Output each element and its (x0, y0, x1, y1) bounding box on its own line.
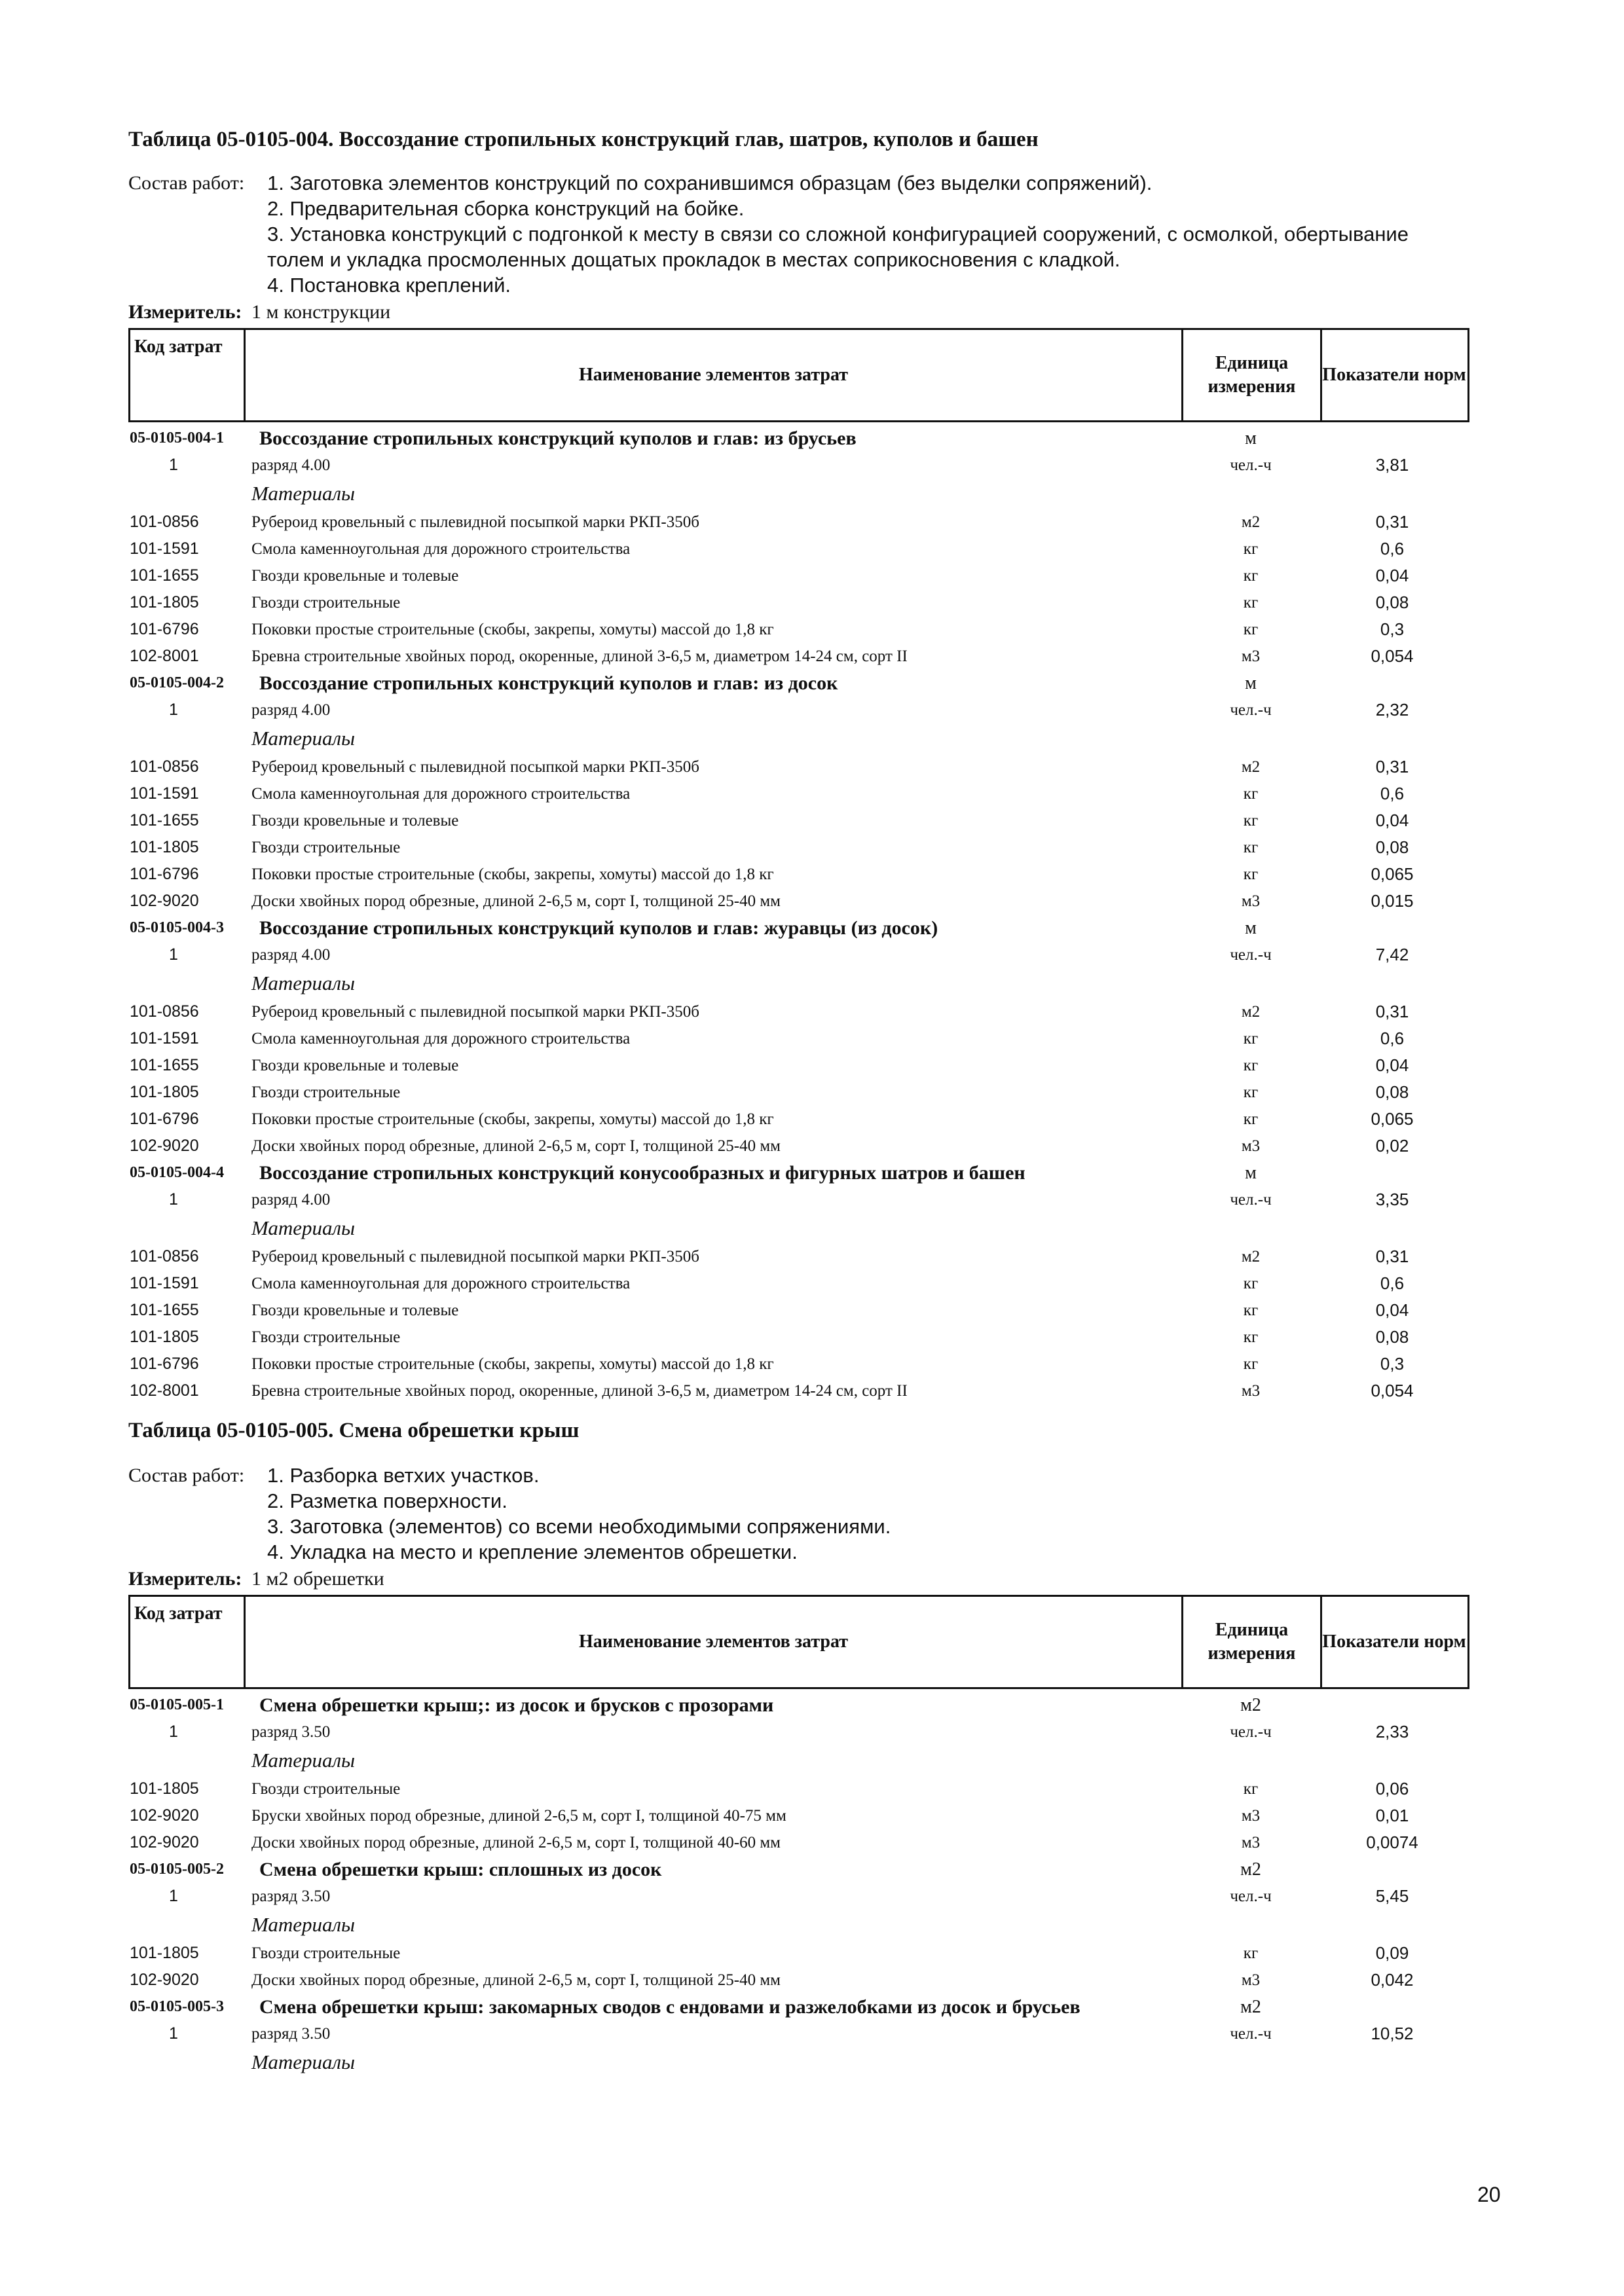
cell-unit: кг (1243, 1056, 1259, 1074)
cell-code: 101-1805 (130, 1779, 199, 1798)
cell-norm: 0,6 (1380, 539, 1405, 558)
table-row (128, 589, 1504, 616)
cell-name: Гвозди строительные (251, 593, 401, 611)
cell-code: 102-8001 (130, 647, 199, 665)
table-row (128, 754, 1504, 780)
cell-code: 101-1591 (130, 539, 199, 558)
cell-unit: кг (1243, 1944, 1259, 1962)
measure-value: 1 м конструкции (251, 301, 391, 323)
table-row (128, 1802, 1504, 1829)
table-row (128, 998, 1504, 1025)
table-title: Таблица 05-0105-004. Воссоздание стропильных конструкций глав, шатров, куполов и башен (128, 128, 1039, 151)
cell-norm: 0,6 (1380, 1029, 1405, 1048)
cell-name: Доски хвойных пород обрезные, длиной 2-6,5 м, сорт I, толщиной 25-40 мм (251, 1137, 781, 1155)
cell-code: 101-0856 (130, 513, 199, 531)
cell-code: 102-9020 (130, 1971, 199, 1989)
cell-norm: 0,02 (1375, 1136, 1409, 1156)
materials-heading-row (128, 1745, 1504, 1776)
cell-unit: кг (1243, 1301, 1259, 1319)
cell-name: Рубероид кровельный с пылевидной посыпкой марки РКП-350б (251, 513, 699, 531)
header-name: Наименование элементов затрат (246, 330, 1183, 420)
cell-code: 101-6796 (130, 1355, 199, 1373)
cell-code: 1 (169, 456, 178, 474)
table-row (128, 1351, 1504, 1377)
cell-name: разряд 4.00 (251, 701, 331, 719)
table-row (128, 834, 1504, 861)
cell-code: 101-1805 (130, 1328, 199, 1346)
cell-code: 101-1805 (130, 1083, 199, 1101)
table-header (128, 1595, 1469, 1689)
cell-norm: 10,52 (1371, 2024, 1414, 2043)
cell-unit: м (1245, 1162, 1257, 1183)
cell-norm: 3,81 (1375, 455, 1409, 475)
cell-unit: кг (1243, 566, 1259, 585)
cell-unit: м3 (1241, 1971, 1261, 1989)
cell-unit: м3 (1241, 1806, 1261, 1825)
cell-code: 101-6796 (130, 865, 199, 883)
cell-unit: кг (1243, 1779, 1259, 1798)
cell-name: Рубероид кровельный с пылевидной посыпкой марки РКП-350б (251, 1002, 699, 1021)
cell-name: разряд 3.50 (251, 2024, 331, 2043)
work-composition (128, 170, 1504, 298)
header-code: Код затрат (130, 1597, 246, 1687)
table-row (128, 1025, 1504, 1052)
cell-code: 101-1805 (130, 593, 199, 611)
cell-norm: 0,08 (1375, 1327, 1409, 1347)
cell-name: Доски хвойных пород обрезные, длиной 2-6,5 м, сорт I, толщиной 25-40 мм (251, 1971, 781, 1989)
cell-name: Смена обрешетки крыш;: из досок и брусков с прозорами (259, 1694, 774, 1716)
materials-heading-row (128, 2047, 1504, 2077)
cell-norm: 0,09 (1375, 1943, 1409, 1963)
cell-code: 05-0105-005-1 (130, 1696, 224, 1713)
labor-row (128, 2020, 1504, 2047)
cell-code: 101-1591 (130, 1029, 199, 1048)
cell-unit: кг (1243, 1110, 1259, 1128)
table-row (128, 1106, 1504, 1133)
table-row (128, 1967, 1504, 1994)
measure (128, 1567, 1504, 1591)
cell-code: 102-9020 (130, 892, 199, 910)
cell-norm: 0,015 (1371, 891, 1414, 911)
cell-norm: 0,065 (1371, 864, 1414, 884)
cell-name: Гвозди строительные (251, 1328, 401, 1346)
work-label: Состав работ: (128, 1465, 245, 1486)
cell-code: 1 (169, 1887, 178, 1905)
cell-unit: чел.-ч (1230, 701, 1272, 719)
table-row (128, 861, 1504, 888)
cell-unit: кг (1243, 1274, 1259, 1292)
table-row (128, 1270, 1504, 1297)
cell-unit: чел.-ч (1230, 1190, 1272, 1209)
work-item: 2. Предварительная сборка конструкций на бойке. (267, 197, 745, 220)
cell-unit: чел.-ч (1230, 2024, 1272, 2043)
cell-unit: м2 (1241, 1002, 1261, 1021)
cell-name: Гвозди кровельные и толевые (251, 811, 459, 829)
cell-norm: 0,3 (1380, 1354, 1405, 1374)
header-norm: Показатели норм (1322, 1631, 1466, 1652)
cell-norm: 5,45 (1375, 1886, 1409, 1906)
cell-unit: м3 (1241, 1137, 1261, 1155)
table-row (128, 888, 1504, 915)
cell-code: 101-1655 (130, 811, 199, 829)
table-row (128, 1776, 1504, 1802)
cell-unit: кг (1243, 1328, 1259, 1346)
cell-norm: 2,32 (1375, 700, 1409, 720)
cell-code: 101-1591 (130, 1274, 199, 1292)
cell-code: 102-9020 (130, 1833, 199, 1851)
table-section (128, 1419, 1504, 2077)
measure (128, 301, 1504, 324)
cell-code: 05-0105-004-2 (130, 674, 224, 691)
cell-code: 101-0856 (130, 1247, 199, 1266)
cell-code: 101-0856 (130, 1002, 199, 1021)
cell-name: Материалы (251, 972, 356, 994)
materials-heading-row (128, 723, 1504, 754)
cell-name: Гвозди кровельные и толевые (251, 1301, 459, 1319)
work-list (267, 1463, 1504, 1565)
work-item: 4. Постановка креплений. (267, 274, 511, 297)
table-row (128, 1940, 1504, 1967)
measure-label: Измеритель: (128, 301, 242, 323)
cell-code: 102-9020 (130, 1137, 199, 1155)
work-item: толем и укладка просмоленных дощатых прокладок в местах соприкосновения с кладкой. (267, 248, 1120, 271)
cell-unit: кг (1243, 1083, 1259, 1101)
work-composition (128, 1463, 1504, 1565)
labor-row (128, 1186, 1504, 1213)
cell-norm: 0,04 (1375, 1055, 1409, 1075)
cell-code: 05-0105-005-2 (130, 1861, 224, 1878)
cell-code: 102-9020 (130, 1806, 199, 1825)
materials-heading-row (128, 1910, 1504, 1940)
cell-unit: м (1245, 917, 1257, 938)
cell-norm: 0,04 (1375, 566, 1409, 585)
cell-norm: 0,01 (1375, 1806, 1409, 1825)
group-row (128, 425, 1504, 452)
table-body (128, 1692, 1504, 2077)
cell-norm: 0,08 (1375, 592, 1409, 612)
cell-norm: 0,04 (1375, 1300, 1409, 1320)
cell-name: Гвозди кровельные и толевые (251, 566, 459, 585)
labor-row (128, 1883, 1504, 1910)
cell-unit: кг (1243, 1355, 1259, 1373)
cell-norm: 0,042 (1371, 1970, 1414, 1990)
labor-row (128, 697, 1504, 723)
labor-row (128, 941, 1504, 968)
cell-code: 101-1591 (130, 784, 199, 803)
cell-code: 05-0105-004-3 (130, 919, 224, 936)
cell-unit: чел.-ч (1230, 456, 1272, 474)
cell-name: Рубероид кровельный с пылевидной посыпкой марки РКП-350б (251, 1247, 699, 1266)
cell-name: Доски хвойных пород обрезные, длиной 2-6,5 м, сорт I, толщиной 25-40 мм (251, 892, 781, 910)
cell-code: 101-1655 (130, 566, 199, 585)
cell-norm: 0,06 (1375, 1779, 1409, 1798)
cell-unit: кг (1243, 784, 1259, 803)
table-row (128, 562, 1504, 589)
cell-unit: кг (1243, 593, 1259, 611)
table-row (128, 807, 1504, 834)
cell-unit: м (1245, 428, 1257, 448)
cell-unit: кг (1243, 1029, 1259, 1048)
cell-norm: 0,3 (1380, 619, 1405, 639)
cell-norm: 7,42 (1375, 945, 1409, 964)
materials-heading-row (128, 1213, 1504, 1243)
cell-name: Смена обрешетки крыш: сплошных из досок (259, 1858, 662, 1880)
header-norm: Показатели норм (1322, 365, 1466, 385)
work-item: 2. Разметка поверхности. (267, 1489, 507, 1512)
cell-norm: 0,6 (1380, 784, 1405, 803)
table-row (128, 780, 1504, 807)
measure-label: Измеритель: (128, 1568, 242, 1590)
cell-code: 1 (169, 945, 178, 964)
table-section (128, 128, 1504, 1404)
cell-unit: м3 (1241, 647, 1261, 665)
cell-code: 1 (169, 1722, 178, 1741)
table-row (128, 536, 1504, 562)
table-row (128, 1324, 1504, 1351)
cell-name: Смола каменноугольная для дорожного строительства (251, 1029, 631, 1048)
cell-unit: м3 (1241, 1833, 1261, 1851)
work-item: 3. Установка конструкций с подгонкой к месту в связи со сложной конфигурацией сооружений, с осмолкой, обертывание (267, 223, 1409, 246)
cell-unit: м2 (1240, 1694, 1261, 1715)
labor-row (128, 1719, 1504, 1745)
cell-name: разряд 4.00 (251, 945, 331, 964)
cell-name: Поковки простые строительные (скобы, закрепы, хомуты) массой до 1,8 кг (251, 620, 774, 638)
cell-norm: 0,054 (1371, 646, 1414, 666)
cell-name: Поковки простые строительные (скобы, закрепы, хомуты) массой до 1,8 кг (251, 1355, 774, 1373)
cell-unit: кг (1243, 838, 1259, 856)
cell-unit: м3 (1241, 1381, 1261, 1400)
header-code: Код затрат (130, 330, 246, 420)
cell-code: 05-0105-004-1 (130, 429, 224, 446)
table-row (128, 1243, 1504, 1270)
cell-unit: м2 (1240, 1859, 1261, 1880)
cell-name: Смена обрешетки крыш: закомарных сводов с ендовами и разжелобками из досок и брусьев (259, 1995, 1080, 2018)
cell-name: разряд 3.50 (251, 1722, 331, 1741)
cell-norm: 0,054 (1371, 1381, 1414, 1400)
cell-name: Гвозди строительные (251, 1944, 401, 1962)
group-row (128, 670, 1504, 697)
cell-norm: 0,31 (1375, 757, 1409, 776)
cell-name: Гвозди строительные (251, 1083, 401, 1101)
table-row (128, 1133, 1504, 1159)
cell-norm: 0,065 (1371, 1109, 1414, 1129)
work-item: 4. Укладка на место и крепление элементов обрешетки. (267, 1540, 798, 1563)
cell-name: Гвозди кровельные и толевые (251, 1056, 459, 1074)
group-row (128, 915, 1504, 941)
labor-row (128, 452, 1504, 479)
cell-name: Бревна строительные хвойных пород, окоренные, длиной 3-6,5 м, диаметром 14-24 см, сорт II (251, 1381, 908, 1400)
cell-norm: 3,35 (1375, 1190, 1409, 1209)
cell-name: Материалы (251, 1913, 356, 1936)
cell-code: 101-1655 (130, 1056, 199, 1074)
group-row (128, 1856, 1504, 1883)
page-number: 20 (1477, 2183, 1501, 2206)
work-item: 3. Заготовка (элементов) со всеми необходимыми сопряжениями. (267, 1515, 891, 1538)
cell-name: Материалы (251, 2050, 356, 2073)
cell-norm: 0,0074 (1366, 1832, 1418, 1852)
cell-unit: кг (1243, 811, 1259, 829)
cell-unit: м2 (1240, 1996, 1261, 2017)
cell-code: 101-0856 (130, 757, 199, 776)
table-row (128, 509, 1504, 536)
group-row (128, 1692, 1504, 1719)
cell-name: Смола каменноугольная для дорожного строительства (251, 784, 631, 803)
cell-name: Гвозди строительные (251, 1779, 401, 1798)
table-row (128, 616, 1504, 643)
cell-unit: м (1245, 672, 1257, 693)
cell-name: Смола каменноугольная для дорожного строительства (251, 539, 631, 558)
cell-norm: 2,33 (1375, 1722, 1409, 1741)
cell-name: разряд 4.00 (251, 456, 331, 474)
cell-name: Бревна строительные хвойных пород, окоренные, длиной 3-6,5 м, диаметром 14-24 см, сорт II (251, 647, 908, 665)
cell-code: 1 (169, 1190, 178, 1209)
cell-unit: чел.-ч (1230, 945, 1272, 964)
cell-unit: м2 (1241, 513, 1261, 531)
cell-name: Материалы (251, 727, 356, 750)
cell-norm: 0,04 (1375, 811, 1409, 830)
cell-unit: м3 (1241, 892, 1261, 910)
header-unit: Единица измерения (1183, 1597, 1322, 1687)
cell-name: Рубероид кровельный с пылевидной посыпкой марки РКП-350б (251, 757, 699, 776)
cell-name: Материалы (251, 1216, 356, 1239)
cell-unit: кг (1243, 539, 1259, 558)
table-title: Таблица 05-0105-005. Смена обрешетки крыш (128, 1419, 580, 1442)
cell-code: 101-1805 (130, 838, 199, 856)
cell-code: 05-0105-004-4 (130, 1164, 224, 1181)
cell-name: Поковки простые строительные (скобы, закрепы, хомуты) массой до 1,8 кг (251, 865, 774, 883)
table-header (128, 328, 1469, 422)
cell-name: Бруски хвойных пород обрезные, длиной 2-6,5 м, сорт I, толщиной 40-75 мм (251, 1806, 786, 1825)
work-item: 1. Разборка ветхих участков. (267, 1464, 540, 1487)
cell-unit: м2 (1241, 757, 1261, 776)
document-page (128, 128, 1504, 2077)
cell-name: Воссоздание стропильных конструкций куполов и глав: журавцы (из досок) (259, 917, 938, 939)
work-item: 1. Заготовка элементов конструкций по сохранившимся образцам (без выделки сопряжений). (267, 172, 1153, 194)
table-row (128, 1829, 1504, 1856)
cell-name: Воссоздание стропильных конструкций куполов и глав: из брусьев (259, 427, 857, 449)
cell-code: 102-8001 (130, 1381, 199, 1400)
table-row (128, 1297, 1504, 1324)
header-unit: Единица измерения (1183, 330, 1322, 420)
cell-name: Поковки простые строительные (скобы, закрепы, хомуты) массой до 1,8 кг (251, 1110, 774, 1128)
work-label: Состав работ: (128, 172, 245, 194)
cell-name: Материалы (251, 1749, 356, 1772)
cell-name: Воссоздание стропильных конструкций куполов и глав: из досок (259, 672, 838, 694)
group-row (128, 1994, 1504, 2020)
cell-code: 101-1805 (130, 1944, 199, 1962)
cell-norm: 0,31 (1375, 1247, 1409, 1266)
cell-name: Доски хвойных пород обрезные, длиной 2-6,5 м, сорт I, толщиной 40-60 мм (251, 1833, 781, 1851)
cell-name: Смола каменноугольная для дорожного строительства (251, 1274, 631, 1292)
cell-unit: кг (1243, 865, 1259, 883)
work-list (267, 170, 1504, 298)
materials-heading-row (128, 968, 1504, 998)
cell-code: 1 (169, 2024, 178, 2043)
cell-name: Материалы (251, 482, 356, 505)
cell-unit: чел.-ч (1230, 1887, 1272, 1905)
header-name: Наименование элементов затрат (246, 1597, 1183, 1687)
cell-unit: м2 (1241, 1247, 1261, 1266)
cell-norm: 0,08 (1375, 837, 1409, 857)
cell-unit: чел.-ч (1230, 1722, 1272, 1741)
table-row (128, 1052, 1504, 1079)
cell-norm: 0,31 (1375, 512, 1409, 532)
cell-code: 101-6796 (130, 620, 199, 638)
table-row (128, 1079, 1504, 1106)
cell-name: Воссоздание стропильных конструкций конусообразных и фигурных шатров и башен (259, 1161, 1025, 1184)
measure-value: 1 м2 обрешетки (251, 1568, 384, 1590)
cell-norm: 0,31 (1375, 1002, 1409, 1021)
table-row (128, 1377, 1504, 1404)
cell-code: 05-0105-005-3 (130, 1998, 224, 2015)
table-body (128, 425, 1504, 1404)
table-row (128, 643, 1504, 670)
group-row (128, 1159, 1504, 1186)
cell-name: разряд 3.50 (251, 1887, 331, 1905)
cell-code: 1 (169, 701, 178, 719)
cell-code: 101-6796 (130, 1110, 199, 1128)
cell-norm: 0,6 (1380, 1273, 1405, 1293)
cell-code: 101-1655 (130, 1301, 199, 1319)
materials-heading-row (128, 479, 1504, 509)
cell-unit: кг (1243, 620, 1259, 638)
cell-name: Гвозди строительные (251, 838, 401, 856)
cell-norm: 0,08 (1375, 1082, 1409, 1102)
cell-name: разряд 4.00 (251, 1190, 331, 1209)
